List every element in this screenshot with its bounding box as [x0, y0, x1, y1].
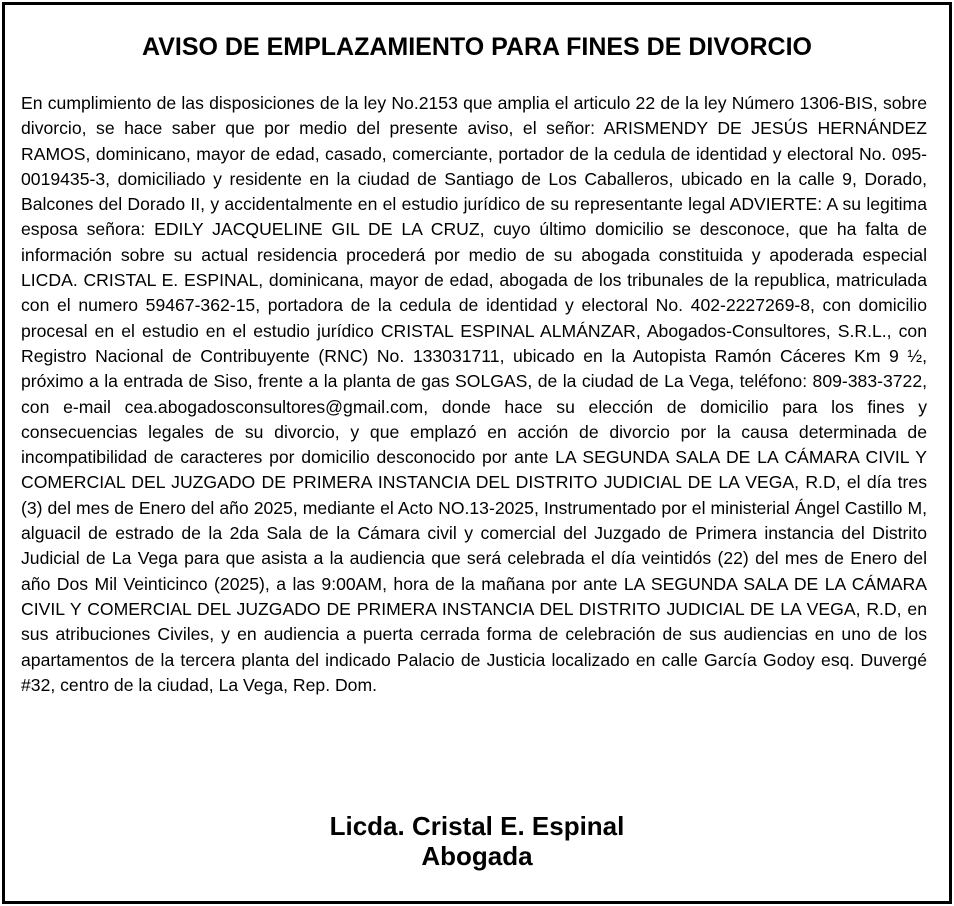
signature-role: Abogada — [421, 841, 533, 871]
notice-body: En cumplimiento de las disposiciones de la ley No.2153 que amplia el articulo 22 de la ley Número 1306-BIS, sobre divorcio, se hace saber que por medio del presente aviso, el señor: ARISMENDY DE JESÚS HERNÁNDEZ RAMOS, dominicano, mayor de edad, casado, comerciante, portador de la cedula de identidad y electoral No. 095-0019435-3, domiciliado y residente en la ciudad de Santiago de Los Caballeros, ubicado en la calle 9, Dorado, Balcones del Dorado II, y accidentalmente en el estudio jurídico de su representante legal ADVIERTE: A su legitima esposa señora: EDILY JACQUELINE GIL DE LA CRUZ, cuyo último domicilio se desconoce, que ha falta de información sobre su actual residencia procederá por medio de su abogada constituida y apoderada especial LICDA. CRISTAL E. ESPINAL, dominicana, mayor de edad, abogada de los tribunales de la republica, matriculada con el numero 59467-362-15, portadora de la cedula de identidad y electoral No. 402-2227269-8, con domicilio procesal en el estudio en el estudio jurídico CRISTAL ESPINAL ALMÁNZAR, Abogados-Consultores, S.R.L., con Registro Nacional de Contribuyente (RNC) No. 133031711, ubicado en la Autopista Ramón Cáceres Km 9 ½, próximo a la entrada de Siso, frente a la planta de gas SOLGAS, de la ciudad de La Vega, teléfono: 809-383-3722, con e-mail cea.abogadosconsultores@gmail.com, donde hace su elección de domicilio para los fines y consecuencias legales de su divorcio, y que emplazó en acción de divorcio por la causa determinada de incompatibilidad de caracteres por domicilio desconocido por ante LA SEGUNDA SALA DE LA CÁMARA CIVIL Y COMERCIAL DEL JUZGADO DE PRIMERA INSTANCIA DEL DISTRITO JUDICIAL DE LA VEGA, R.D, el día tres (3) del mes de Enero del año 2025, mediante el Acto NO.13-2025, Instrumentado por el ministerial Ángel Castillo M, alguacil de estrado de la 2da Sala de la Cámara civil y comercial del Juzgado de Primera instancia del Distrito Judicial de La Vega para que asista a la audiencia que será celebrada el día veintidós (22) del mes de Enero del año Dos Mil Veinticinco (2025), a las 9:00AM, hora de la mañana por ante LA SEGUNDA SALA DE LA CÁMARA CIVIL Y COMERCIAL DEL JUZGADO DE PRIMERA INSTANCIA DEL DISTRITO JUDICIAL DE LA VEGA, R.D, en sus atribuciones Civiles, y en audiencia a puerta cerrada forma de celebración de sus audiencias en uno de los apartamentos de la tercera planta del indicado Palacio de Justicia localizado en calle García Godoy esq. Duvergé #32, centro de la ciudad, La Vega, Rep. Dom. — [21, 93, 927, 695]
notice-frame — [2, 2, 952, 904]
signature-block — [5, 811, 949, 871]
notice-title: AVISO DE EMPLAZAMIENTO PARA FINES DE DIVORCIO — [142, 33, 812, 61]
signature-name: Licda. Cristal E. Espinal — [329, 811, 625, 841]
